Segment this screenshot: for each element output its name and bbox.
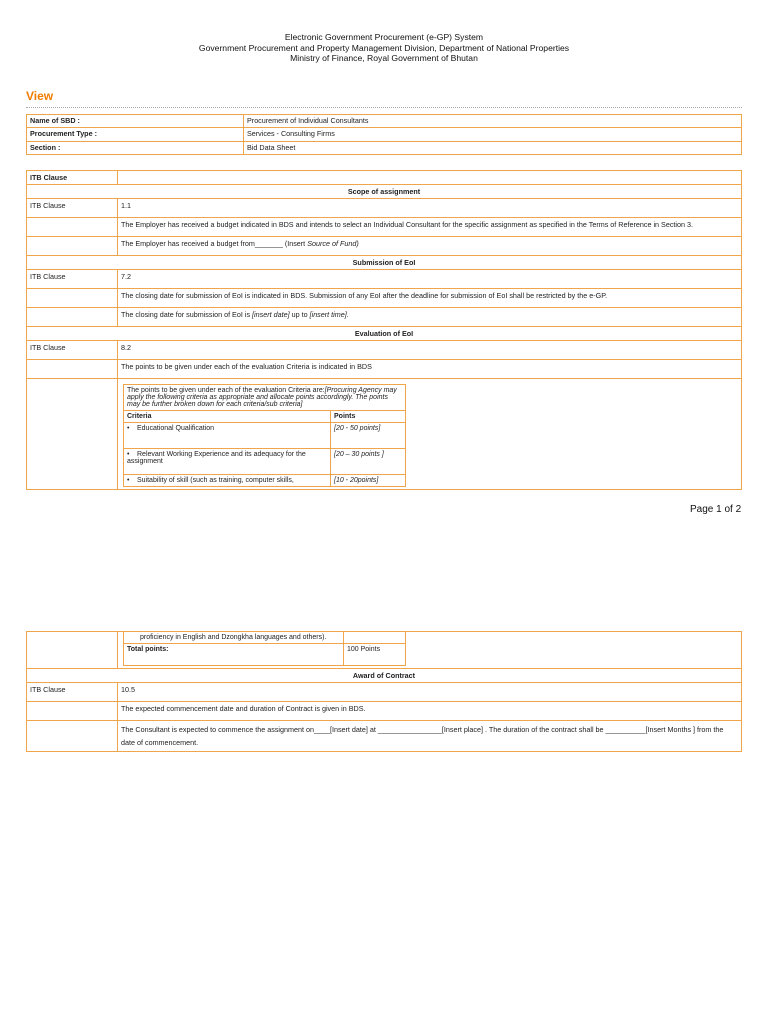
clause-text: The points to be given under each of the evaluation Criteria is indicated in BDS: [118, 360, 742, 379]
header-line-1: Electronic Government Procurement (e-GP) System: [284, 32, 484, 42]
criteria-text: Relevant Working Experience and its adequacy for the assignment: [127, 451, 306, 465]
criteria-row: [124, 475, 406, 487]
criteria-points: [344, 632, 406, 644]
clause-number: 8.2: [118, 341, 742, 360]
meta-label: Procurement Type :: [27, 128, 244, 141]
table-row: [27, 683, 742, 702]
text-part: The Employer has received a budget from_______ (Insert: [121, 239, 308, 248]
bid-data-sheet-table: [26, 170, 742, 490]
text-part: up to: [289, 310, 310, 319]
page-2-body: [0, 631, 768, 771]
table-row: [27, 632, 742, 669]
meta-value: Services - Consulting Firms: [244, 128, 742, 141]
section-row: [27, 256, 742, 270]
text-part-em: Source of Fund): [307, 239, 359, 248]
table-row: [27, 379, 742, 490]
table-row: [27, 199, 742, 218]
text-part-em: [insert date]: [252, 310, 290, 319]
empty-cell: [27, 632, 118, 669]
empty-cell: [27, 702, 118, 721]
clause-text: The expected commencement date and duration of Contract is given in BDS.: [118, 702, 742, 721]
text-part: The closing date for submission of EoI is: [121, 310, 253, 319]
clause-number: 7.2: [118, 270, 742, 289]
total-value: 100 Points: [344, 644, 406, 666]
clause-text: The Consultant is expected to commence the assignment on____[Insert date] at ________________[Insert place] . The duration of the contract shall be __________[Insert Months ] from the date of commencement.: [118, 721, 742, 752]
criteria-header-row: [124, 411, 406, 423]
empty-cell: [27, 237, 118, 256]
bullet-icon: •: [127, 477, 130, 484]
empty-cell: [27, 360, 118, 379]
itb-label: ITB Clause: [27, 270, 118, 289]
criteria-text: Suitability of skill (such as training, computer skills,: [137, 477, 294, 484]
clause-number: 1.1: [118, 199, 742, 218]
itb-header: ITB Clause: [27, 171, 118, 185]
table-row: [27, 360, 742, 379]
header-line-3: Ministry of Finance, Royal Government of Bhutan: [290, 53, 478, 63]
empty-cell: [27, 379, 118, 490]
criteria-name: proficiency in English and Dzongkha languages and others).: [124, 632, 344, 644]
empty-cell: [27, 218, 118, 237]
header-line-2: Government Procurement and Property Management Division, Department of National Properties: [198, 42, 570, 53]
criteria-table-continued: [123, 632, 406, 666]
section-title-award: Award of Contract: [27, 669, 742, 683]
criteria-table: [123, 384, 406, 487]
intro-note: [Procuring Agency may apply the following criteria as appropriate and allocate points accordingly. The points may be further broken down for each criteria/sub criteria]: [127, 387, 397, 408]
table-row: [27, 270, 742, 289]
table-row: [27, 171, 742, 185]
table-row: [27, 237, 742, 256]
empty-cell: [27, 289, 118, 308]
criteria-row: [124, 632, 406, 644]
empty-cell: [27, 308, 118, 327]
table-row: [27, 702, 742, 721]
criteria-text: Educational Qualification: [137, 425, 215, 432]
meta-value: Bid Data Sheet: [244, 141, 742, 154]
table-row: [27, 341, 742, 360]
criteria-points: [20 – 30 points ]: [331, 449, 406, 475]
page-number: Page 1 of 2: [690, 504, 742, 515]
total-row: [124, 644, 406, 666]
meta-label: Section :: [27, 141, 244, 154]
clause-text: [118, 237, 742, 256]
criteria-row: [124, 423, 406, 449]
bid-data-sheet-table-continued: [26, 631, 742, 752]
section-row: [27, 327, 742, 341]
criteria-name: [124, 423, 331, 449]
criteria-row: [124, 449, 406, 475]
criteria-name: [124, 449, 331, 475]
view-title: View: [26, 89, 54, 103]
itb-label: ITB Clause: [27, 341, 118, 360]
criteria-intro-row: [124, 385, 406, 411]
meta-label: Name of SBD :: [27, 115, 244, 128]
criteria-cell: [118, 379, 742, 490]
table-row: [27, 308, 742, 327]
clause-text: [118, 308, 742, 327]
intro-text: The points to be given under each of the evaluation Criteria are:: [127, 387, 325, 394]
section-title-evaluation: Evaluation of EoI: [27, 327, 742, 341]
points-header: Points: [331, 411, 406, 423]
section-row: [27, 185, 742, 199]
itb-label: ITB Clause: [27, 199, 118, 218]
section-title-submission: Submission of EoI: [27, 256, 742, 270]
text-part-em: [insert time].: [309, 310, 349, 319]
criteria-points: [10 - 20points]: [331, 475, 406, 487]
clause-text: The closing date for submission of EoI is indicated in BDS. Submission of any EoI after the deadline for submission of EoI shall be restricted by the e-GP.: [118, 289, 742, 308]
meta-value: Procurement of Individual Consultants: [244, 115, 742, 128]
clause-text: The Employer has received a budget indicated in BDS and intends to select an Individual Consultant for the specific assignment as specified in the Terms of Reference in Section 3.: [118, 218, 742, 237]
bullet-icon: •: [127, 425, 130, 432]
criteria-cell: [118, 632, 742, 669]
table-row: [27, 721, 742, 752]
criteria-points: [20 - 50 points]: [331, 423, 406, 449]
empty-cell: [27, 721, 118, 752]
table-row: [27, 218, 742, 237]
section-row: [27, 669, 742, 683]
section-title-scope: Scope of assignment: [27, 185, 742, 199]
bullet-icon: •: [127, 451, 130, 458]
criteria-name: [124, 475, 331, 487]
itb-label: ITB Clause: [27, 683, 118, 702]
clause-number: 10.5: [118, 683, 742, 702]
page-1-body: [0, 0, 768, 490]
criteria-header: Criteria: [124, 411, 331, 423]
total-label: Total points:: [124, 644, 344, 666]
table-row: [27, 289, 742, 308]
criteria-intro: [124, 385, 406, 411]
empty-cell: [118, 171, 742, 185]
